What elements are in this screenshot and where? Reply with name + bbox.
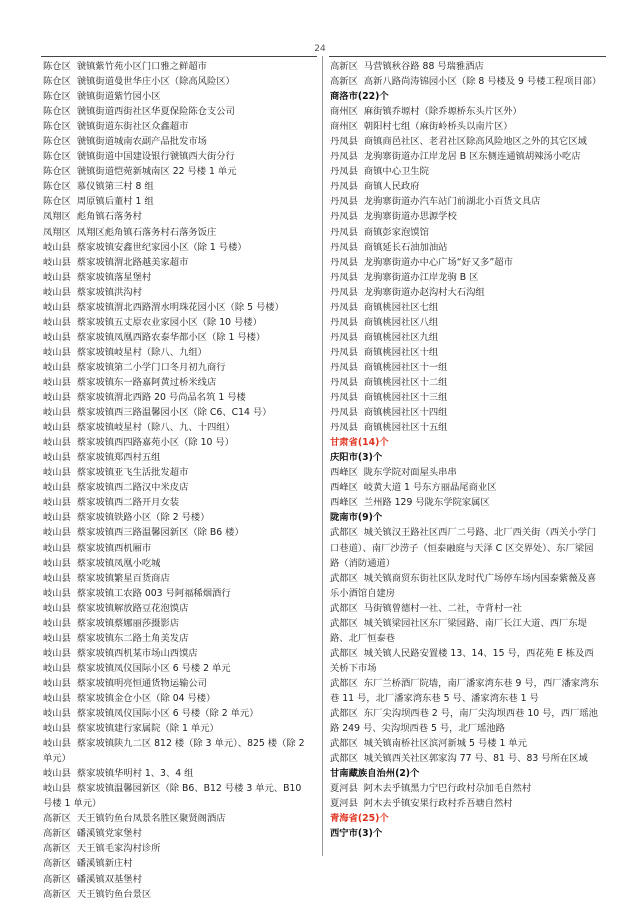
location-entry: 商州区 麻街镇乔塬村（除乔塬桥东头片区外）: [330, 106, 522, 118]
page-number: 24: [314, 44, 326, 54]
location-entry: 丹凤县 商镇桃园社区九组: [330, 331, 439, 343]
location-entry: 岐山县 蔡家坡镇岐星村（除八、九、十四组）: [43, 422, 235, 434]
location-entry: 岐山县 蔡家坡镇西四路嘉苑小区（除 10 号）: [43, 437, 234, 449]
location-entry: 岐山县 蔡家坡镇铁路小区（除 2 号楼）: [43, 512, 210, 524]
location-entry: 岐山县 蔡家坡镇凤仪国际小区 6 号楼 2 单元: [43, 662, 231, 674]
location-entry: 武都区 城关镇人民路安置楼 13、14、15 号，西花苑 E 栋及西关桥下市场: [330, 647, 594, 674]
location-entry: 岐山县 蔡家坡镇明亮恒通货物运输公司: [43, 677, 207, 689]
location-entry: 陈仓区 虢镇街道东街社区众鑫超市: [43, 121, 189, 133]
location-entry: 陈仓区 周原镇后董村 1 组: [43, 196, 154, 208]
location-entry: 丹凤县 龙驹寨街道办江岸龙驹 B 区: [330, 271, 479, 283]
location-entry: 高新区 天王镇钓鱼台景区: [43, 888, 152, 900]
location-entry: 陈仓区 虢镇街道城南农副产品批发市场: [43, 136, 207, 148]
location-entry: 岐山县 蔡家坡镇金仓小区（除 04 号楼）: [43, 692, 216, 704]
location-entry: 凤翔区 凤翔区彪角镇石落务村石落务饭庄: [43, 226, 217, 238]
location-entry: 岐山县 蔡家坡镇郑西村五组: [43, 452, 161, 464]
location-entry: 商州区 朝阳村七组（麻街岭桥头以南片区）: [330, 121, 513, 133]
location-entry: 岐山县 蔡家坡镇岐星村（除八、九组）: [43, 346, 207, 358]
location-entry: 武都区 东厂兰桥酒厂院墙，南厂潘家湾东巷 9 号，西厂潘家湾东巷 11 号，北厂潘家湾东巷 5 号、潘家湾东巷 1 号: [330, 677, 599, 704]
location-entry: 高新区 天王镇毛家沟村诊所: [43, 843, 161, 855]
location-entry: 丹凤县 商镇商邑社区、老君社区除高风险地区之外的其它区域: [330, 136, 587, 148]
location-entry: 岐山县 蔡家坡镇渭北西路 20 号尚品名筑 1 号楼: [43, 392, 246, 404]
location-entry: 岐山县 蔡家坡镇陕九二区 812 楼（除 3 单元）、825 楼（除 2 单元）: [43, 738, 308, 765]
location-entry: 陈仓区 虢镇街道曼世华庄小区（除高风险区）: [43, 76, 235, 88]
location-entry: 西峰区 陇东学院对面屋头串串: [330, 467, 457, 479]
location-entry: 岐山县 蔡家坡镇温馨园新区（除 B6、B12 号楼 3 单元、B10 号楼 1 单元）: [43, 783, 305, 810]
location-entry: 岐山县 蔡家坡镇繁星百货商店: [43, 572, 170, 584]
location-entry: 岐山县 蔡家坡镇建行家属院（除 1 单元）: [43, 723, 219, 735]
location-entry: 岐山县 蔡家坡镇洪沟村: [43, 286, 142, 298]
location-entry: 岐山县 蔡家坡镇渭北西路渭水明珠花园小区（除 5 号楼）: [43, 301, 284, 313]
city-heading: 甘南藏族自治州(2)个: [330, 768, 420, 780]
location-entry: 陈仓区 慕仪镇第三村 8 组: [43, 181, 154, 193]
location-entry: 陈仓区 虢镇紫竹苑小区门口雅之鲜超市: [43, 61, 207, 72]
location-entry: 岐山县 蔡家坡镇华明村 1、3、4 组: [43, 768, 194, 780]
location-entry: 武都区 城关镇汉王路社区西厂二号路、北厂西关街（西关小学门口巷道）、南厂沙涝子（恒泰融庭与天泽 C 区交界处）、东厂梁园路（消防通道）: [330, 527, 597, 569]
city-heading: 陇南市(9)个: [330, 512, 383, 524]
location-entry: 岐山县 蔡家坡镇解放路豆花泡馍店: [43, 602, 189, 614]
location-entry: 丹凤县 商镇桃园社区十二组: [330, 376, 448, 388]
location-entry: 武都区 马街镇曾德村一社、二社，寺背村一社: [330, 602, 522, 614]
location-entry: 岐山县 蔡家坡镇蔡娜丽莎摄影店: [43, 617, 180, 629]
location-entry: 岐山县 蔡家坡镇亚飞生活批发超市: [43, 467, 189, 479]
location-entry: 凤翔区 彪角镇石落务村: [43, 211, 142, 223]
location-entry: 岐山县 蔡家坡镇东一路嘉阿黄过桥米线店: [43, 376, 217, 388]
location-entry: 丹凤县 商镇桃园社区十一组: [330, 361, 448, 373]
location-entry: 陈仓区 虢镇街道西街社区华夏保险陈仓支公司: [43, 106, 235, 118]
location-entry: 高新区 磻溪镇新庄村: [43, 858, 133, 870]
location-entry: 岐山县 蔡家坡镇第二小学门口冬月初九商行: [43, 361, 226, 373]
location-entry: 岐山县 蔡家坡镇落星堡村: [43, 271, 152, 283]
location-entry: 岐山县 蔡家坡镇西机厢市: [43, 542, 152, 554]
location-entry: 夏河县 阿木去乎镇安果行政村乔吾塘自然村: [330, 798, 513, 810]
location-entry: 武都区 城关镇西关社区郭家沟 77 号、81 号、83 号所在区域: [330, 753, 588, 765]
location-entry: 高新区 磻溪镇党家堡村: [43, 828, 142, 840]
location-entry: 岐山县 蔡家坡镇西三路温馨园小区（除 C6、C14 号）: [43, 407, 272, 419]
location-entry: 丹凤县 商镇桃园社区十四组: [330, 407, 448, 419]
location-entry: 岐山县 蔡家坡镇凤凰小吃城: [43, 557, 161, 569]
location-entry: 岐山县 蔡家坡镇工农路 003 号阿福稀烟酒行: [43, 587, 231, 599]
location-entry: 岐山县 蔡家坡镇西三路温馨园新区（除 B6 楼）: [43, 527, 244, 539]
location-entry: 高新区 高新八路尚涛锦园小区（除 8 号楼及 9 号楼工程项目部）: [330, 76, 602, 88]
location-entry: 陈仓区 虢镇街道中国建设银行虢镇西大街分行: [43, 151, 235, 163]
location-entry: 武都区 东厂尖沟坝西巷 2 号，南厂尖沟坝西巷 10 号，西厂瑶池路 249 号、尖沟坝西巷 5 号，北厂瑶池路: [330, 708, 598, 735]
location-entry: 丹凤县 商镇中心卫生院: [330, 166, 429, 178]
province-heading: 甘肃省(14)个: [330, 437, 389, 449]
location-entry: 丹凤县 商镇延长石油加油站: [330, 241, 448, 253]
location-entry: 高新区 天王镇钓鱼台凤景名胜区聚贤阁酒店: [43, 813, 226, 825]
location-entry: 丹凤县 龙驹寨街道办江岸龙居 B 区东侧连通镇胡辣汤小吃店: [330, 151, 581, 163]
location-entry: 高新区 马营镇秋谷路 88 号瑞雅酒店: [330, 61, 484, 72]
location-entry: 西峰区 兰州路 129 号陇东学院家属区: [330, 497, 490, 509]
location-entry: 陈仓区 虢镇街道恺菀新城南区 22 号楼 1 单元: [43, 166, 237, 178]
city-heading: 西宁市(3)个: [330, 828, 383, 840]
column-divider: [322, 56, 323, 856]
location-entry: 丹凤县 商镇桃园社区八组: [330, 316, 439, 328]
location-entry: 西峰区 岐黄大道 1 号东方丽晶尾商业区: [330, 482, 497, 494]
location-entry: 丹凤县 龙驹寨街道办思源学校: [330, 211, 457, 223]
location-entry: 岐山县 蔡家坡镇西机某市场山西馍店: [43, 647, 198, 659]
location-entry: 丹凤县 商镇彭家泡馍馆: [330, 226, 429, 238]
location-entry: 岐山县 蔡家坡镇西二路汉中米皮店: [43, 482, 189, 494]
province-heading: 青海省(25)个: [330, 813, 389, 825]
header-rule-right: [329, 56, 606, 57]
location-entry: 丹凤县 龙驹寨街道办赵沟村大石沟组: [330, 286, 485, 298]
city-heading: 庆阳市(3)个: [330, 452, 383, 464]
location-entry: 岐山县 蔡家坡镇渭北路越美家超市: [43, 256, 189, 268]
location-entry: 丹凤县 商镇人民政府: [330, 181, 420, 193]
location-entry: 岐山县 蔡家坡镇凤凰西路农泰华都小区（除 1 号楼）: [43, 331, 266, 343]
location-entry: 夏河县 阿木去乎镇黑力宁巴行政村尕加毛自然村: [330, 783, 532, 795]
location-entry: 岐山县 蔡家坡镇五丈原农业家园小区（除 10 号楼）: [43, 316, 262, 328]
location-entry: 丹凤县 商镇桃园社区七组: [330, 301, 439, 313]
location-entry: 丹凤县 龙驹寨街道办中心广场“好又多”超市: [330, 256, 513, 268]
header-rule-left: [41, 56, 317, 57]
location-entry: 丹凤县 商镇桃园社区十组: [330, 346, 439, 358]
city-heading: 商洛市(22)个: [330, 91, 389, 103]
location-entry: 武都区 城关镇商贸东街社区队龙时代广场停车场内国泰紫薇及喜乐小酒馆自建房: [330, 572, 597, 599]
location-entry: 高新区 磻溪镇双基堡村: [43, 873, 142, 885]
left-column: [43, 59, 311, 902]
location-entry: 岐山县 蔡家坡镇凤仪国际小区 6 号楼（除 2 单元）: [43, 708, 259, 720]
location-entry: 丹凤县 商镇桃园社区十五组: [330, 422, 448, 434]
location-entry: 岐山县 蔡家坡镇东二路土角美发店: [43, 632, 189, 644]
right-column: [330, 59, 602, 841]
location-entry: 丹凤县 商镇桃园社区十三组: [330, 392, 448, 404]
location-entry: 陈仓区 虢镇街道紫竹园小区: [43, 91, 161, 103]
location-entry: 丹凤县 龙驹寨街道办汽车站门前湖北小百货文具店: [330, 196, 541, 208]
location-entry: 岐山县 蔡家坡镇西二路开月女装: [43, 497, 180, 509]
location-entry: 武都区 城关镇南桥社区滨河新城 5 号楼 1 单元: [330, 738, 527, 750]
location-entry: 岐山县 蔡家坡镇安鑫世纪家园小区（除 1 号楼）: [43, 241, 247, 253]
location-entry: 武都区 城关镇梁园社区东厂梁园路、南厂长江大道、西厂东堤路、北厂恒泰巷: [330, 617, 587, 644]
